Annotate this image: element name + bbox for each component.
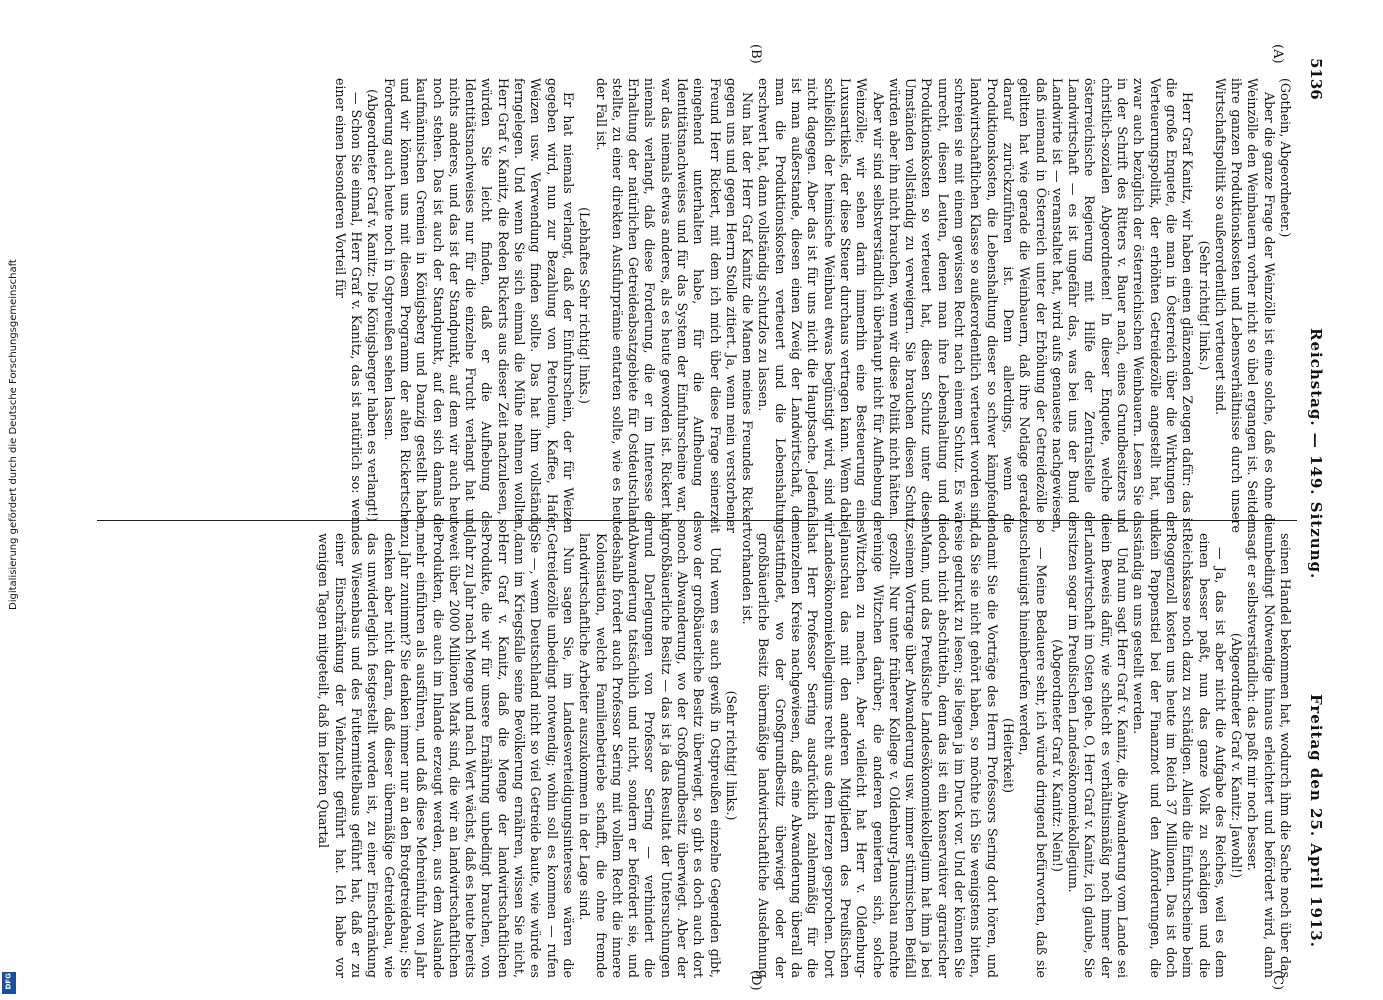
paragraph: seinen Handel bekommen hat, wodurch ihm die Sache noch über das unbedingt Notwendige hinaus erleichtert und befördert wird, dann sagt er selbstverständlich: das paßt mir noch besser. bbox=[1245, 533, 1293, 978]
interjection: (Lebhaftes Sehr richtig! links.) bbox=[577, 207, 593, 404]
paragraph: (Gothein, Abgeordneter.) bbox=[1278, 78, 1293, 238]
paragraph: Und wenn es auch gewiß in Ostpreußen einzelne Gegenden gibt, wo der großbäuerliche Besitz überwiegt, so gibt es doch auch dort noch Abwanderung, wo der Großgrundbesitz überwiegt. Aber der großbäuerliche Besitz — das ist ja das Resultat der Untersuchungen und Darlegungen von Professor Sering — verhindert die Abwanderung tatsächlich und nicht, sondern er befördert sie, und deshalb fordert auch Professor Sering mit vollem Recht die innere Kolonisation, welche Familienbetriebe schafft, die ohne fremde landwirtschaftliche Arbeiter auszukommen in der Lage sind. bbox=[577, 533, 723, 978]
page-number: 5136 bbox=[1307, 58, 1325, 100]
left-column bbox=[331, 78, 1293, 533]
interjection: (Abgeordneter Graf v. Kanitz: Jawohl!) bbox=[1229, 632, 1245, 879]
paragraph: Und nun sagt Herr Graf v. Kanitz, die Abwanderung vom Lande sei ein Beweis dafür, wie schlecht es verhältnismäßig noch immer der Landwirtschaft im Osten gehe. O, Herr Graf v. Kanitz, ich glaube, Sie sitzen sogar im Preußischen Landesökonomiekollegium. bbox=[1066, 533, 1131, 978]
paragraph: Herr Graf Kanitz, wir haben einen glänzenden Zeugen dafür: das ist die große Enquete, die man in Österreich über die Wirkungen der Verteuerungspolitik, der erhöhten Getreidezölle angestellt hat, und zwar auch bezüglich der österreichischen Weinbauern. Lesen Sie das in der Schrift des Ritters v. Bauer nach, eines Grundbesitzers und christlich-sozialen Abgeordneten! In dieser Enquete, welche die österreichische Regierung mit Hilfe der Zentralstelle der Landwirtschaft — es ist ungefähr das, was bei uns der Bund der Landwirte ist — veranstaltet hat, wird aufs genaueste nachgewiesen, daß niemand in Österreich unter der Erhöhung der Getreidezölle so gelitten hat wie gerade die Weinbauern, daß ihre Notlage geradezu darauf zurückzuführen ist. Denn allerdings, wenn die Produktionskosten, die Lebenshaltung dieser so schwer kämpfenden landwirtschaftlichen Klasse so außerordentlich verteuert worden sind, schreien sie mit einem gewissen Recht nach einem Schutz. Es wäre unrecht, diesen Leuten, denen man ihre Lebenshaltung und die Produktionskosten so verteuert hat, diesen Schutz unter diesen Umständen vollständig zu verweigern. Sie brauchen diesen Schutz, würden aber ihn nicht brauchen, wenn wir diese Politik nicht hätten. bbox=[886, 78, 1196, 533]
digitization-note: Digitalisierung gefördert durch die Deutsche Forschungsgemeinschaft bbox=[8, 259, 19, 610]
session-date: Freitag den 25. April 1913. bbox=[1307, 694, 1325, 948]
margin-marker-b: (B) bbox=[748, 44, 763, 64]
interjection: (Sehr richtig! links.) bbox=[1196, 240, 1212, 371]
paragraph: damit Sie die Vorträge des Herrn Professors Sering dort hören, und da Sie sie nicht gehört haben, so möchte ich Sie wenigstens bitten, sie gedruckt zu lesen; sie liegen ja im Druck vor. Und der können Sie doch nicht abschütteln, denn das ist ein konservativer agrarischer Mann, und das Preußische Landesökonomiekollegium hat ihm ja bei seinem Vortrage über Abwanderung usw. immer stürmischen Beifall gezollt. Nur unter früherer Kollege v. Oldenburg-Januschau machte einige Witzchen darüber; die anderen genierten sich, solche Witzchen zu machen. Aber vielleicht hat Herr v. Oldenburg-Januschau das mit den anderen Mitgliedern des Preußischen Landesökonomiekollegiums recht aus dem Herzen gesprochen. Dort hat Herr Professor Sering ausdrücklich zahlenmäßig für die einzelnen Kreise nachgewiesen, daß eine Abwanderung überall da stattfindet, wo der Großgrundbesitz überwiegt oder der großbäuerliche Besitz übermäßige landwirtschaftliche Ausdehnung vorhanden ist. bbox=[740, 533, 1000, 978]
paragraph: — Ja, das ist aber nicht die Aufgabe des Reiches, weil es dem einen besser paßt, nun das ganze Volk zu schädigen und die Reichskasse noch dazu zu schädigen. Allein die Einfuhrscheine beim Roggenzoll kosten uns heute im Reich 37 Millionen. Das ist doch kein Pappenstiel bei der Finanznot und den Anforderungen, die ständig an uns gestellt werden. bbox=[1131, 533, 1228, 978]
paragraph: Aber wir sind selbstverständlich überhaupt nicht für Aufhebung der Weinzölle; wir sehen darin immerhin eine Besteuerung eines Luxusartikels, der diese Steuer durchaus vertragen kann. Wenn dabei schließlich der heimische Weinbau etwas begünstigt wird, sind wir nicht dagegen. Aber das ist für uns nicht die Hauptsache. Jedenfalls ist man außerstande, diesen einen Zweig der Landwirtschaft, dem man die Produktionskosten verteuert und die Lebenshaltung erschwert hat, dann vollständig schutzlos zu lassen. bbox=[756, 78, 886, 533]
right-column bbox=[315, 533, 1293, 978]
interjection: (Sehr richtig! links.) bbox=[723, 690, 739, 821]
interjection: (Abgeordneter Graf v. Kanitz: Nein!) bbox=[1049, 639, 1065, 872]
paragraph: Aber die ganze Frage der Weinzölle ist eine solche, daß es ohne die Weinzölle den Weinbauern vorher nicht so übel ergangen ist. Seitdem ihre ganzen Produktionskosten und Lebensverhältnisse durch unsere Wirtschaftspolitik so außerordentlich verteuert sind. bbox=[1212, 78, 1277, 533]
margin-marker-a: (A) bbox=[1270, 44, 1285, 64]
interjection: (Heiterkeit) bbox=[1000, 718, 1016, 793]
running-title: Reichstag. — 149. Sitzung. bbox=[1307, 328, 1325, 580]
interjection: (Abgeordneter Graf v. Kanitz: Die Königsberger haben es verlangt!) bbox=[365, 89, 381, 522]
paragraph: Er hat niemals verlangt, daß der Einfuhrschein, der für Weizen gegeben wird, nun zur Bezahlung von Petroleum, Kaffee, Hafer, Weizen usw. Verwendung finden sollte. Das hat ihm vollständig ferngelegen. Und wenn Sie sich einmal die Mühe nehmen wollten, Herr Graf v. Kanitz, die Reden Rickerts aus dieser Zeit nachzulesen, so würden Sie leicht finden, daß er die Aufhebung des Identitätsnachweises nur für die einzelne Frucht verlangt hat und nichts anderes, und das ist der Standpunkt, auf dem wir auch heute noch stehen. Das ist auch der Standpunkt, auf den sich damals die kaufmännischen Gremien in Königsberg und Danzig gestellt haben, und wir können uns mit diesem Programm der alten Rickertschen Forderung auch heute noch in Ostpreußen sehen lassen. bbox=[381, 78, 576, 533]
paragraph: Nun hat der Herr Graf Kanitz die Manen meines Freundes Rickert gegen uns und gegen Herrn Stolle zitiert. Ja, wenn mein verstorbener Freund Herr Rickert, mit dem ich mich über diese Frage seinerzeit eingehend unterhalten habe, für die Aufhebung des Identitätsnachweises und für das System der Einfuhrscheine war, so war das niemals etwas anderes, als es heute geworden ist. Rickert hat niemals verlangt, daß diese Forderung, die er im Interesse der Erhaltung der natürlichen Getreideabsatzgebiete für Ostdeutschland stellte, zu einer direkten Ausfuhrprämie entarten sollte, wie es heute der Fall ist. bbox=[593, 78, 756, 533]
page-header bbox=[1299, 58, 1325, 948]
paragraph: — Schon Sie einmal, Herr Graf v. Kanitz, das ist natürlich so: wenn einer einen besonderen Vorteil für bbox=[332, 78, 365, 533]
dfg-logo: DFG bbox=[2, 972, 16, 994]
paragraph: — Meine Bedauere sehr, ich würde dringend befürworten, daß sie schleunigst hineinberufen werden, bbox=[1017, 533, 1049, 978]
margin-marker-c: (C) bbox=[1270, 970, 1285, 991]
paragraph: Nun sagen Sie, im Landesverteidigungsinteresse wären die Getreidezölle unbedingt notwendig; wohin soll es kommen — rufen Sie —, wenn Deutschland nicht so viel Getreide baute, wie würde es dann im Kriegsfalle seine Bevölkerung ernähren, wissen Sie nicht, Herr Graf v. Kanitz, daß die Menge der landwirtschaftlichen Produkte, die wir für unsere Ernährung unbedingt brauchen, von Jahr zu Jahr nach Menge und nach Wert wächst, daß es heute bereits weit über 2000 Millionen Mark sind, die wir an landwirtschaftlichen Produkten, die auch im Inlande erzeugt werden, aus dem Auslande mehr einführen als ausführen, und daß diese Mehreinfuhr von Jahr zu Jahr zunimmt? Sie denken immer nur an den Brotgetreidebau; Sie denken aber nicht daran, daß dieser übermäßige Getreidebau, wie das unwiderleglich festgestellt worden ist, zu einer Einschränkung des Wiesenbaus und des Futtermittelbaus geführt hat, daß er zu einer Einschränkung der Viehzucht geführt hat. Ich habe vor wenigen Tagen mitgeteilt, daß im letzten Quartal bbox=[316, 533, 576, 978]
margin-marker-d: (D) bbox=[748, 970, 763, 991]
